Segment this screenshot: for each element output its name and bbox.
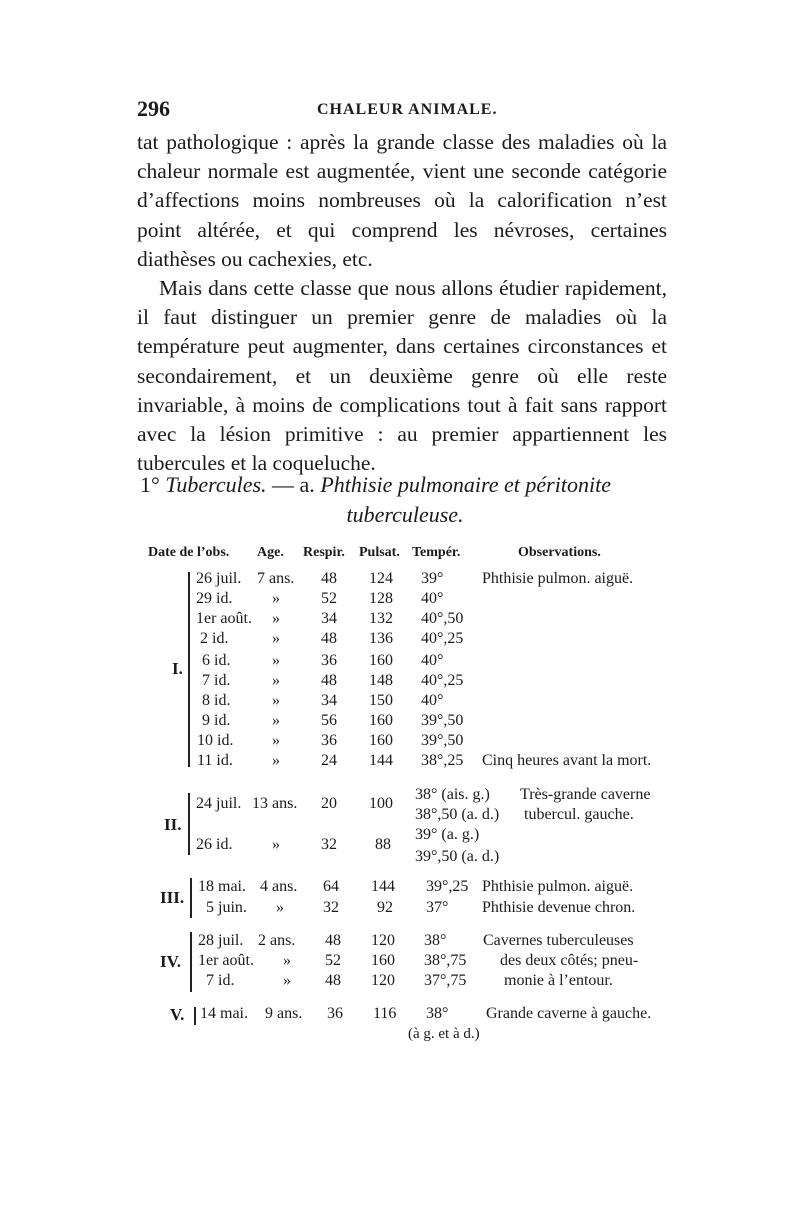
cell-temper: 40°,25 — [421, 630, 464, 647]
header-pulsat: Pulsat. — [359, 545, 400, 560]
cell-temper: 40° — [421, 692, 444, 709]
header-observations: Observations. — [518, 545, 601, 560]
cell-pulsat: 88 — [375, 836, 391, 853]
cell-date: 5 juin. — [206, 899, 247, 916]
cell-temper: 38° (ais. g.) — [415, 786, 490, 803]
group-brace — [190, 932, 192, 992]
cell-temper: 40° — [421, 590, 444, 607]
cell-date: 7 id. — [202, 672, 231, 689]
header-age: Age. — [257, 545, 284, 560]
cell-pulsat: 100 — [369, 795, 393, 812]
section-number: 1° — [140, 472, 160, 497]
cell-date: 6 id. — [202, 652, 231, 669]
cell-pulsat: 120 — [371, 972, 395, 989]
cell-respir: 48 — [325, 932, 341, 949]
cell-respir: 32 — [321, 836, 337, 853]
cell-respir: 48 — [321, 630, 337, 647]
group-brace — [188, 572, 190, 767]
cell-temper: 38° — [426, 1005, 449, 1022]
cell-pulsat: 144 — [369, 752, 393, 769]
cell-age: » — [272, 752, 280, 769]
cell-date: 7 id. — [206, 972, 235, 989]
running-title: CHALEUR ANIMALE. — [317, 101, 498, 118]
cell-temper: 37° — [426, 899, 449, 916]
cell-date: 28 juil. — [198, 932, 244, 949]
cell-temper: 39° (a. g.) — [415, 826, 480, 843]
cell-age: 9 ans. — [265, 1005, 303, 1022]
page-header — [137, 96, 672, 124]
cell-temper: 39°,25 — [426, 878, 469, 895]
cell-observation: Très-grande caverne — [520, 786, 651, 803]
cell-observation: Cavernes tuberculeuses — [483, 932, 634, 949]
paragraph: Mais dans cette classe que nous allons étudier rapidement, il faut distinguer un premier genre de maladies où la température peut augmenter, dans certaines circonstances et secondairement, et un deuxième genre où elle reste invariable, à moins de complications tout à fait sans rapport avec la lésion primitive : au premier appartiennent les tubercules et la coqueluche. — [137, 276, 667, 476]
cell-observation: monie à l’entour. — [504, 972, 613, 989]
cell-age: » — [283, 952, 291, 969]
cell-respir: 56 — [321, 712, 337, 729]
group-brace — [190, 878, 192, 918]
cell-pulsat: 92 — [377, 899, 393, 916]
cell-pulsat: 120 — [371, 932, 395, 949]
cell-observation: Grande caverne à gauche. — [486, 1005, 652, 1022]
cell-respir: 52 — [325, 952, 341, 969]
cell-pulsat: 124 — [369, 570, 393, 587]
cell-temper: 38° — [424, 932, 447, 949]
cell-date: 1er août. — [198, 952, 254, 969]
cell-date: 29 id. — [196, 590, 233, 607]
cell-respir: 36 — [321, 652, 337, 669]
section-title — [140, 470, 670, 530]
cell-age: » — [276, 899, 284, 916]
cell-temper: 40° — [421, 652, 444, 669]
cell-temper: 40°,25 — [421, 672, 464, 689]
cell-age: 4 ans. — [260, 878, 298, 895]
cell-observation: Cinq heures avant la mort. — [482, 752, 652, 769]
cell-pulsat: 160 — [371, 952, 395, 969]
group-label: I. — [172, 659, 183, 678]
header-date: Date de l’obs. — [148, 545, 230, 560]
cell-observation: Phthisie pulmon. aiguë. — [482, 878, 634, 895]
group-label: III. — [160, 888, 185, 907]
header-temper: Tempér. — [412, 545, 461, 560]
cell-observation: Phthisie pulmon. aiguë. — [482, 570, 634, 587]
cell-age: » — [283, 972, 291, 989]
cell-respir: 34 — [321, 610, 337, 627]
cell-date: 18 mai. — [198, 878, 246, 895]
cell-temper: 38°,25 — [421, 752, 464, 769]
cell-pulsat: 132 — [369, 610, 393, 627]
cell-age: 13 ans. — [252, 795, 298, 812]
cell-age: » — [272, 590, 280, 607]
cell-temper-note: (à g. et à d.) — [408, 1026, 480, 1042]
group-label: II. — [164, 815, 182, 834]
cell-pulsat: 148 — [369, 672, 393, 689]
cell-date: 26 id. — [196, 836, 233, 853]
cell-date: 9 id. — [202, 712, 231, 729]
cell-date: 8 id. — [202, 692, 231, 709]
cell-temper: 38°,75 — [424, 952, 467, 969]
body-text — [137, 128, 667, 478]
cell-observation: Phthisie devenue chron. — [482, 899, 636, 916]
cell-age: » — [272, 732, 280, 749]
group-label: V. — [170, 1005, 185, 1024]
cell-age: » — [272, 630, 280, 647]
cell-age: 7 ans. — [257, 570, 295, 587]
section-dash: — a. — [272, 472, 315, 497]
cell-respir: 52 — [321, 590, 337, 607]
cell-pulsat: 160 — [369, 732, 393, 749]
section-name: Tubercules. — [165, 472, 267, 497]
cell-respir: 48 — [325, 972, 341, 989]
cell-date: 10 id. — [197, 732, 234, 749]
cell-temper: 39°,50 — [421, 732, 464, 749]
cell-respir: 20 — [321, 795, 337, 812]
cell-observation: des deux côtés; pneu- — [500, 952, 639, 969]
cell-date: 1er août. — [196, 610, 252, 627]
cell-pulsat: 128 — [369, 590, 393, 607]
cell-respir: 34 — [321, 692, 337, 709]
cell-age: 2 ans. — [258, 932, 296, 949]
section-subtitle: Phthisie pulmonaire et péritonite — [320, 472, 611, 497]
cell-temper: 39°,50 — [421, 712, 464, 729]
cell-temper: 39°,50 (a. d.) — [415, 848, 500, 865]
group-label: IV. — [160, 952, 181, 971]
cell-pulsat: 136 — [369, 630, 393, 647]
cell-pulsat: 160 — [369, 712, 393, 729]
cell-pulsat: 160 — [369, 652, 393, 669]
page-number: 296 — [137, 96, 170, 121]
cell-pulsat: 144 — [371, 878, 395, 895]
cell-age: » — [272, 836, 280, 853]
cell-date: 14 mai. — [200, 1005, 248, 1022]
cell-age: » — [272, 672, 280, 689]
cell-date: 2 id. — [200, 630, 229, 647]
group-brace — [194, 1007, 196, 1025]
cell-temper: 39° — [421, 570, 444, 587]
cell-date: 11 id. — [197, 752, 233, 769]
cell-pulsat: 150 — [369, 692, 393, 709]
cell-respir: 32 — [323, 899, 339, 916]
cell-observation: tubercul. gauche. — [524, 806, 634, 823]
cell-respir: 36 — [327, 1005, 343, 1022]
paragraph: tat pathologique : après la grande classe des maladies où la chaleur normale est augmentée, vient une seconde catégorie d’affections moins nombreuses où la calorification n’est point altérée, et qui comprend les névroses, certaines diathèses ou cachexies, etc. — [137, 130, 667, 271]
group-brace — [188, 793, 190, 855]
cell-age: » — [272, 712, 280, 729]
cell-age: » — [272, 692, 280, 709]
cell-age: » — [272, 610, 280, 627]
cell-respir: 36 — [321, 732, 337, 749]
section-subtitle-2: tuberculeuse. — [346, 502, 464, 527]
cell-temper: 40°,50 — [421, 610, 464, 627]
cell-date: 26 juil. — [196, 570, 242, 587]
cell-date: 24 juil. — [196, 795, 242, 812]
cell-pulsat: 116 — [373, 1005, 397, 1022]
cell-respir: 48 — [321, 672, 337, 689]
cell-respir: 24 — [321, 752, 337, 769]
cell-respir: 48 — [321, 570, 337, 587]
cell-respir: 64 — [323, 878, 339, 895]
cell-temper: 38°,50 (a. d.) — [415, 806, 500, 823]
cell-temper: 37°,75 — [424, 972, 467, 989]
header-respir: Respir. — [303, 545, 345, 560]
cell-age: » — [272, 652, 280, 669]
